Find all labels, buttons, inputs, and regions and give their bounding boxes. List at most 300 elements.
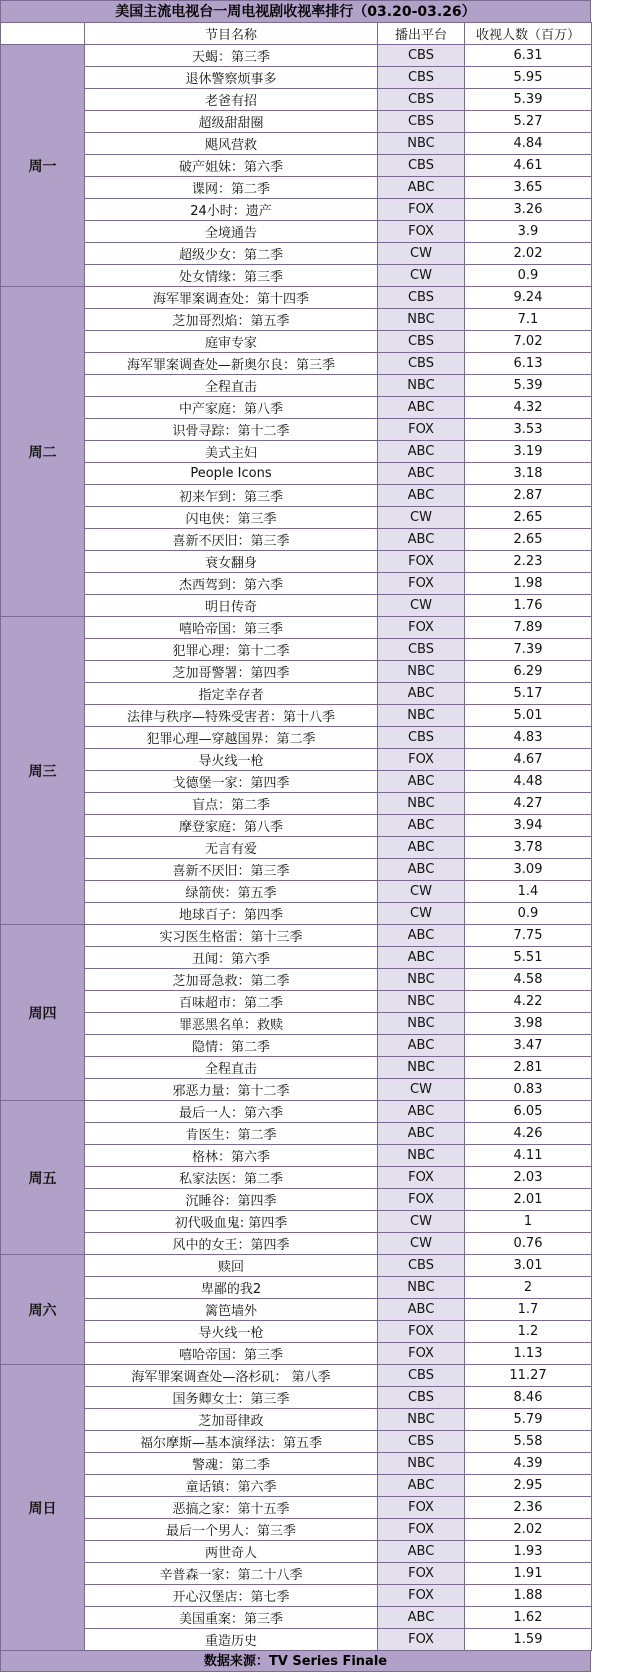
platform-cell: NBC [378, 1013, 465, 1035]
table-row [1, 89, 592, 111]
platform-cell: ABC [378, 485, 465, 507]
platform-cell: ABC [378, 683, 465, 705]
viewers-cell: 4.67 [465, 749, 592, 771]
viewers-cell: 4.26 [465, 1123, 592, 1145]
platform-cell: FOX [378, 1343, 465, 1365]
table-row [1, 419, 592, 441]
table-row [1, 265, 592, 287]
program-name-cell: 丑闻：第六季 [85, 947, 378, 969]
viewers-cell: 7.89 [465, 617, 592, 639]
table-row [1, 221, 592, 243]
table-row [1, 881, 592, 903]
platform-cell: FOX [378, 199, 465, 221]
program-name-cell: 全程直击 [85, 1057, 378, 1079]
program-name-cell: 退休警察烦事多 [85, 67, 378, 89]
program-name-cell: 罪恶黑名单：救赎 [85, 1013, 378, 1035]
program-name-cell: 开心汉堡店：第七季 [85, 1585, 378, 1607]
platform-cell: ABC [378, 815, 465, 837]
header-platform: 播出平台 [378, 23, 465, 45]
viewers-cell: 6.31 [465, 45, 592, 67]
platform-cell: CBS [378, 67, 465, 89]
viewers-cell: 2.81 [465, 1057, 592, 1079]
platform-cell: ABC [378, 529, 465, 551]
platform-cell: NBC [378, 991, 465, 1013]
viewers-cell: 2.23 [465, 551, 592, 573]
viewers-cell: 1.4 [465, 881, 592, 903]
viewers-cell: 3.78 [465, 837, 592, 859]
table-row [1, 463, 592, 485]
program-name-cell: 恶搞之家：第十五季 [85, 1497, 378, 1519]
table-row [1, 617, 592, 639]
viewers-cell: 2.87 [465, 485, 592, 507]
table-row [1, 705, 592, 727]
table-row [1, 727, 592, 749]
program-name-cell: 庭审专家 [85, 331, 378, 353]
table-row [1, 595, 592, 617]
day-label: 周三 [1, 617, 85, 925]
viewers-cell: 7.02 [465, 331, 592, 353]
program-name-cell: 卑鄙的我2 [85, 1277, 378, 1299]
program-name-cell: 导火线一枪 [85, 749, 378, 771]
platform-cell: ABC [378, 1035, 465, 1057]
platform-cell: FOX [378, 1629, 465, 1651]
viewers-cell: 2 [465, 1277, 592, 1299]
program-name-cell: 私家法医：第二季 [85, 1167, 378, 1189]
viewers-cell: 1.13 [465, 1343, 592, 1365]
table-row [1, 529, 592, 551]
viewers-cell: 5.27 [465, 111, 592, 133]
program-name-cell: 明日传奇 [85, 595, 378, 617]
table-row [1, 1255, 592, 1277]
program-name-cell: 美式主妇 [85, 441, 378, 463]
platform-cell: ABC [378, 859, 465, 881]
platform-cell: ABC [378, 463, 465, 485]
platform-cell: CW [378, 595, 465, 617]
program-name-cell: 沉睡谷：第四季 [85, 1189, 378, 1211]
viewers-cell: 2.65 [465, 529, 592, 551]
table-row [1, 375, 592, 397]
platform-cell: CBS [378, 1387, 465, 1409]
day-label: 周六 [1, 1255, 85, 1365]
program-name-cell: 戈德堡一家：第四季 [85, 771, 378, 793]
day-label: 周四 [1, 925, 85, 1101]
viewers-cell: 1.76 [465, 595, 592, 617]
table-row [1, 1321, 592, 1343]
viewers-cell: 8.46 [465, 1387, 592, 1409]
viewers-cell: 1.59 [465, 1629, 592, 1651]
table-row [1, 815, 592, 837]
table-row [1, 1299, 592, 1321]
platform-cell: CBS [378, 89, 465, 111]
program-name-cell: 全程直击 [85, 375, 378, 397]
platform-cell: CBS [378, 331, 465, 353]
table-row [1, 67, 592, 89]
table-row [1, 177, 592, 199]
platform-cell: CW [378, 881, 465, 903]
platform-cell: FOX [378, 573, 465, 595]
platform-cell: ABC [378, 771, 465, 793]
viewers-cell: 0.76 [465, 1233, 592, 1255]
viewers-cell: 5.58 [465, 1431, 592, 1453]
platform-cell: FOX [378, 1519, 465, 1541]
platform-cell: NBC [378, 793, 465, 815]
program-name-cell: 谍网：第二季 [85, 177, 378, 199]
viewers-cell: 5.39 [465, 89, 592, 111]
platform-cell: NBC [378, 133, 465, 155]
program-name-cell: 重造历史 [85, 1629, 378, 1651]
platform-cell: FOX [378, 749, 465, 771]
data-source-footer: 数据来源：TV Series Finale [0, 1651, 591, 1672]
table-row [1, 1145, 592, 1167]
program-name-cell: 最后一人：第六季 [85, 1101, 378, 1123]
table-row [1, 1167, 592, 1189]
viewers-cell: 1 [465, 1211, 592, 1233]
viewers-cell: 4.84 [465, 133, 592, 155]
viewers-cell: 5.79 [465, 1409, 592, 1431]
table-row [1, 331, 592, 353]
program-name-cell: 摩登家庭：第八季 [85, 815, 378, 837]
program-name-cell: 飓风营救 [85, 133, 378, 155]
program-name-cell: 海军罪案调查处—新奥尔良：第三季 [85, 353, 378, 375]
platform-cell: ABC [378, 1607, 465, 1629]
viewers-cell: 3.53 [465, 419, 592, 441]
table-row [1, 243, 592, 265]
platform-cell: ABC [378, 397, 465, 419]
platform-cell: FOX [378, 1563, 465, 1585]
platform-cell: ABC [378, 1101, 465, 1123]
table-row [1, 1123, 592, 1145]
table-row [1, 1013, 592, 1035]
program-name-cell: 24小时：遗产 [85, 199, 378, 221]
viewers-cell: 2.03 [465, 1167, 592, 1189]
program-name-cell: 犯罪心理：第十二季 [85, 639, 378, 661]
viewers-cell: 3.01 [465, 1255, 592, 1277]
table-row [1, 45, 592, 67]
header-day [1, 23, 85, 45]
program-name-cell: 地球百子：第四季 [85, 903, 378, 925]
viewers-cell: 0.9 [465, 265, 592, 287]
program-name-cell: 最后一个男人：第三季 [85, 1519, 378, 1541]
table-row [1, 485, 592, 507]
program-name-cell: 嘻哈帝国：第三季 [85, 617, 378, 639]
table-row [1, 1211, 592, 1233]
table-row [1, 353, 592, 375]
table-row [1, 749, 592, 771]
viewers-cell: 5.39 [465, 375, 592, 397]
program-name-cell: 百味超市：第二季 [85, 991, 378, 1013]
platform-cell: FOX [378, 419, 465, 441]
table-row [1, 441, 592, 463]
table-row [1, 1585, 592, 1607]
table-row [1, 1453, 592, 1475]
platform-cell: CW [378, 507, 465, 529]
program-name-cell: 海军罪案调查处—洛杉矶： 第八季 [85, 1365, 378, 1387]
platform-cell: CBS [378, 111, 465, 133]
platform-cell: CW [378, 265, 465, 287]
day-label: 周五 [1, 1101, 85, 1255]
platform-cell: ABC [378, 441, 465, 463]
table-row [1, 287, 592, 309]
header-viewers: 收视人数（百万） [465, 23, 592, 45]
viewers-cell: 3.98 [465, 1013, 592, 1035]
table-row [1, 1035, 592, 1057]
viewers-cell: 4.61 [465, 155, 592, 177]
program-name-cell: 破产姐妹：第六季 [85, 155, 378, 177]
viewers-cell: 3.26 [465, 199, 592, 221]
program-name-cell: 警魂：第二季 [85, 1453, 378, 1475]
program-name-cell: 指定幸存者 [85, 683, 378, 705]
platform-cell: FOX [378, 617, 465, 639]
program-name-cell: 盲点：第二季 [85, 793, 378, 815]
table-row [1, 793, 592, 815]
program-name-cell: 芝加哥警署：第四季 [85, 661, 378, 683]
program-name-cell: 识骨寻踪：第十二季 [85, 419, 378, 441]
program-name-cell: 全境通告 [85, 221, 378, 243]
platform-cell: NBC [378, 1409, 465, 1431]
platform-cell: CW [378, 1211, 465, 1233]
table-row [1, 1475, 592, 1497]
viewers-cell: 1.7 [465, 1299, 592, 1321]
platform-cell: CBS [378, 727, 465, 749]
platform-cell: FOX [378, 1497, 465, 1519]
platform-cell: CBS [378, 287, 465, 309]
table-row [1, 969, 592, 991]
viewers-cell: 2.65 [465, 507, 592, 529]
program-name-cell: 芝加哥急救：第二季 [85, 969, 378, 991]
platform-cell: CBS [378, 1365, 465, 1387]
viewers-cell: 2.01 [465, 1189, 592, 1211]
viewers-cell: 2.36 [465, 1497, 592, 1519]
platform-cell: NBC [378, 705, 465, 727]
viewers-cell: 1.88 [465, 1585, 592, 1607]
table-row [1, 573, 592, 595]
platform-cell: CW [378, 243, 465, 265]
program-name-cell: 初来乍到：第三季 [85, 485, 378, 507]
program-name-cell: 中产家庭：第八季 [85, 397, 378, 419]
viewers-cell: 6.05 [465, 1101, 592, 1123]
table-row [1, 1431, 592, 1453]
table-row [1, 111, 592, 133]
platform-cell: CW [378, 903, 465, 925]
platform-cell: ABC [378, 1299, 465, 1321]
viewers-cell: 2.02 [465, 1519, 592, 1541]
viewers-cell: 1.93 [465, 1541, 592, 1563]
viewers-cell: 1.2 [465, 1321, 592, 1343]
program-name-cell: 杰西驾到：第六季 [85, 573, 378, 595]
platform-cell: FOX [378, 1189, 465, 1211]
table-row [1, 1607, 592, 1629]
table-row [1, 133, 592, 155]
platform-cell: FOX [378, 1585, 465, 1607]
program-name-cell: 无言有爱 [85, 837, 378, 859]
viewers-cell: 5.51 [465, 947, 592, 969]
program-name-cell: 芝加哥烈焰：第五季 [85, 309, 378, 331]
table-row [1, 683, 592, 705]
program-name-cell: 天蝎：第三季 [85, 45, 378, 67]
program-name-cell: 辛普森一家：第二十八季 [85, 1563, 378, 1585]
table-row [1, 1277, 592, 1299]
platform-cell: ABC [378, 925, 465, 947]
program-name-cell: 隐情：第二季 [85, 1035, 378, 1057]
viewers-cell: 6.29 [465, 661, 592, 683]
program-name-cell: 海军罪案调查处：第十四季 [85, 287, 378, 309]
program-name-cell: 肯医生：第二季 [85, 1123, 378, 1145]
table-body [1, 45, 592, 1651]
table-row [1, 551, 592, 573]
program-name-cell: 国务卿女士：第三季 [85, 1387, 378, 1409]
platform-cell: ABC [378, 1123, 465, 1145]
viewers-cell: 2.02 [465, 243, 592, 265]
program-name-cell: 衰女翻身 [85, 551, 378, 573]
program-name-cell: 老爸有招 [85, 89, 378, 111]
viewers-cell: 1.62 [465, 1607, 592, 1629]
program-name-cell: 嘻哈帝国：第三季 [85, 1343, 378, 1365]
program-name-cell: 邪恶力量：第十二季 [85, 1079, 378, 1101]
program-name-cell: 法律与秩序—特殊受害者：第十八季 [85, 705, 378, 727]
table-row [1, 1233, 592, 1255]
program-name-cell: 实习医生格雷：第十三季 [85, 925, 378, 947]
program-name-cell: 超级少女：第二季 [85, 243, 378, 265]
platform-cell: FOX [378, 221, 465, 243]
program-name-cell: 犯罪心理—穿越国界：第二季 [85, 727, 378, 749]
table-row [1, 1343, 592, 1365]
viewers-cell: 2.95 [465, 1475, 592, 1497]
viewers-cell: 9.24 [465, 287, 592, 309]
viewers-cell: 4.22 [465, 991, 592, 1013]
viewers-cell: 1.98 [465, 573, 592, 595]
viewers-cell: 4.27 [465, 793, 592, 815]
table-row [1, 1365, 592, 1387]
platform-cell: CBS [378, 45, 465, 67]
viewers-cell: 1.91 [465, 1563, 592, 1585]
table-row [1, 859, 592, 881]
table-row [1, 903, 592, 925]
program-name-cell: 篱笆墙外 [85, 1299, 378, 1321]
table-row [1, 991, 592, 1013]
platform-cell: NBC [378, 375, 465, 397]
platform-cell: FOX [378, 551, 465, 573]
table-row [1, 947, 592, 969]
page-title: 美国主流电视台一周电视剧收视率排行（03.20-03.26） [0, 0, 591, 22]
table-row [1, 199, 592, 221]
ratings-table [0, 22, 592, 1651]
platform-cell: ABC [378, 1475, 465, 1497]
platform-cell: CBS [378, 353, 465, 375]
table-row [1, 1409, 592, 1431]
platform-cell: CW [378, 1079, 465, 1101]
program-name-cell: 格林：第六季 [85, 1145, 378, 1167]
viewers-cell: 3.18 [465, 463, 592, 485]
viewers-cell: 5.95 [465, 67, 592, 89]
viewers-cell: 11.27 [465, 1365, 592, 1387]
platform-cell: NBC [378, 661, 465, 683]
platform-cell: FOX [378, 1321, 465, 1343]
platform-cell: NBC [378, 969, 465, 991]
platform-cell: ABC [378, 947, 465, 969]
viewers-cell: 4.11 [465, 1145, 592, 1167]
table-row [1, 1101, 592, 1123]
program-name-cell: 导火线一枪 [85, 1321, 378, 1343]
viewers-cell: 6.13 [465, 353, 592, 375]
program-name-cell: 风中的女王：第四季 [85, 1233, 378, 1255]
table-row [1, 1629, 592, 1651]
table-row [1, 639, 592, 661]
table-row [1, 1387, 592, 1409]
table-row [1, 1519, 592, 1541]
program-name-cell: 初代吸血鬼: 第四季 [85, 1211, 378, 1233]
viewers-cell: 3.47 [465, 1035, 592, 1057]
viewers-cell: 3.19 [465, 441, 592, 463]
program-name-cell: 闪电侠：第三季 [85, 507, 378, 529]
viewers-cell: 4.32 [465, 397, 592, 419]
viewers-cell: 7.75 [465, 925, 592, 947]
platform-cell: NBC [378, 1277, 465, 1299]
header-row [1, 23, 592, 45]
table-row [1, 397, 592, 419]
platform-cell: ABC [378, 837, 465, 859]
platform-cell: ABC [378, 1541, 465, 1563]
platform-cell: NBC [378, 309, 465, 331]
program-name-cell: 赎回 [85, 1255, 378, 1277]
program-name-cell: 处女情缘：第三季 [85, 265, 378, 287]
platform-cell: CBS [378, 1255, 465, 1277]
viewers-cell: 3.94 [465, 815, 592, 837]
program-name-cell: 福尔摩斯—基本演绎法：第五季 [85, 1431, 378, 1453]
header-program-name: 节目名称 [85, 23, 378, 45]
program-name-cell: 美国重案：第三季 [85, 1607, 378, 1629]
table-row [1, 507, 592, 529]
day-label: 周一 [1, 45, 85, 287]
viewers-cell: 3.65 [465, 177, 592, 199]
program-name-cell: 超级甜甜圈 [85, 111, 378, 133]
table-row [1, 771, 592, 793]
program-name-cell: 两世奇人 [85, 1541, 378, 1563]
program-name-cell: 喜新不厌旧：第三季 [85, 859, 378, 881]
table-row [1, 1541, 592, 1563]
table-row [1, 1057, 592, 1079]
platform-cell: CBS [378, 155, 465, 177]
program-name-cell: People Icons [85, 463, 378, 485]
table-row [1, 155, 592, 177]
table-row [1, 661, 592, 683]
viewers-cell: 4.58 [465, 969, 592, 991]
table-row [1, 925, 592, 947]
viewers-cell: 7.1 [465, 309, 592, 331]
day-label: 周日 [1, 1365, 85, 1651]
viewers-cell: 4.83 [465, 727, 592, 749]
viewers-cell: 3.9 [465, 221, 592, 243]
program-name-cell: 童话镇：第六季 [85, 1475, 378, 1497]
program-name-cell: 绿箭侠：第五季 [85, 881, 378, 903]
platform-cell: NBC [378, 1145, 465, 1167]
viewers-cell: 5.01 [465, 705, 592, 727]
viewers-cell: 4.39 [465, 1453, 592, 1475]
viewers-cell: 4.48 [465, 771, 592, 793]
table-row [1, 1079, 592, 1101]
platform-cell: NBC [378, 1057, 465, 1079]
viewers-cell: 5.17 [465, 683, 592, 705]
table-row [1, 1563, 592, 1585]
program-name-cell: 芝加哥律政 [85, 1409, 378, 1431]
table-row [1, 1189, 592, 1211]
viewers-cell: 0.9 [465, 903, 592, 925]
program-name-cell: 喜新不厌旧：第三季 [85, 529, 378, 551]
platform-cell: CW [378, 1233, 465, 1255]
viewers-cell: 7.39 [465, 639, 592, 661]
platform-cell: ABC [378, 177, 465, 199]
table-row [1, 837, 592, 859]
table-row [1, 1497, 592, 1519]
